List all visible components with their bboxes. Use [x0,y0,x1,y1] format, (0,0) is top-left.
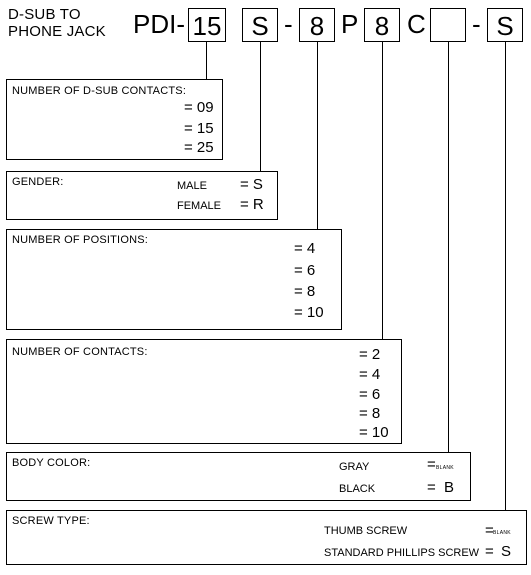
option-value: = 8 [359,405,381,422]
option-value: = 6 [359,386,381,403]
option-label: BLACK [339,483,376,495]
product-title [8,6,106,40]
option-value: = 25 [184,139,214,156]
option-value: = 10 [294,304,324,321]
option-label: MALE [177,180,207,192]
option-value: = 15 [184,120,214,137]
field-contacts: 8 [364,8,400,42]
option-value: = 10 [359,424,389,441]
option-value: = R [240,196,264,213]
section-title: NUMBER OF D-SUB CONTACTS: [12,85,187,97]
equals-sign: = [427,479,436,496]
equals-sign: = [427,456,436,473]
option-value: = 4 [294,240,316,257]
connector-gender [260,42,261,172]
option-value: = 6 [294,262,316,279]
blank-code: BLANK [436,465,454,471]
title-line-2: PHONE JACK [8,23,106,40]
separator-c: C [407,9,426,39]
separator-dash-1: - [284,9,293,39]
separator-dash-2: - [472,9,481,39]
field-screw-type: S [487,8,523,42]
section-num-contacts [6,339,402,444]
connector-screw-type [505,42,506,512]
option-value: = 2 [359,346,381,363]
section-title: NUMBER OF CONTACTS: [12,346,148,358]
option-label: THUMB SCREW [324,525,408,537]
connector-dsub-contacts [206,42,207,80]
option-label: GRAY [339,461,370,473]
separator-p: P [341,9,359,39]
field-positions: 8 [299,8,335,42]
section-title: GENDER: [12,176,64,188]
connector-body-color [448,42,449,452]
connector-positions [317,42,318,230]
option-value: B [444,479,455,496]
option-label: STANDARD PHILLIPS SCREW [324,547,480,559]
blank-code: BLANK [493,530,511,536]
section-title: NUMBER OF POSITIONS: [12,234,149,246]
section-positions [6,229,342,330]
section-screw-type [6,510,527,565]
section-dsub-contacts [6,79,223,160]
option-label: FEMALE [177,200,222,212]
title-line-1: D-SUB TO [8,6,81,23]
connector-contacts [382,42,383,340]
section-body-color [6,452,471,501]
option-value: = 09 [184,99,214,116]
field-body-color [430,8,466,42]
section-gender [6,171,278,220]
section-title: BODY COLOR: [12,457,91,469]
option-value: = 4 [359,366,381,383]
option-value: S [501,543,512,560]
equals-sign: = [485,522,494,539]
part-prefix: PDI- [133,9,185,39]
field-gender: S [242,8,278,42]
option-value: = 8 [294,283,316,300]
equals-sign: = [485,543,494,560]
field-dsub-contacts: 15 [188,8,226,42]
section-title: SCREW TYPE: [12,515,90,527]
option-value: = S [240,176,263,193]
